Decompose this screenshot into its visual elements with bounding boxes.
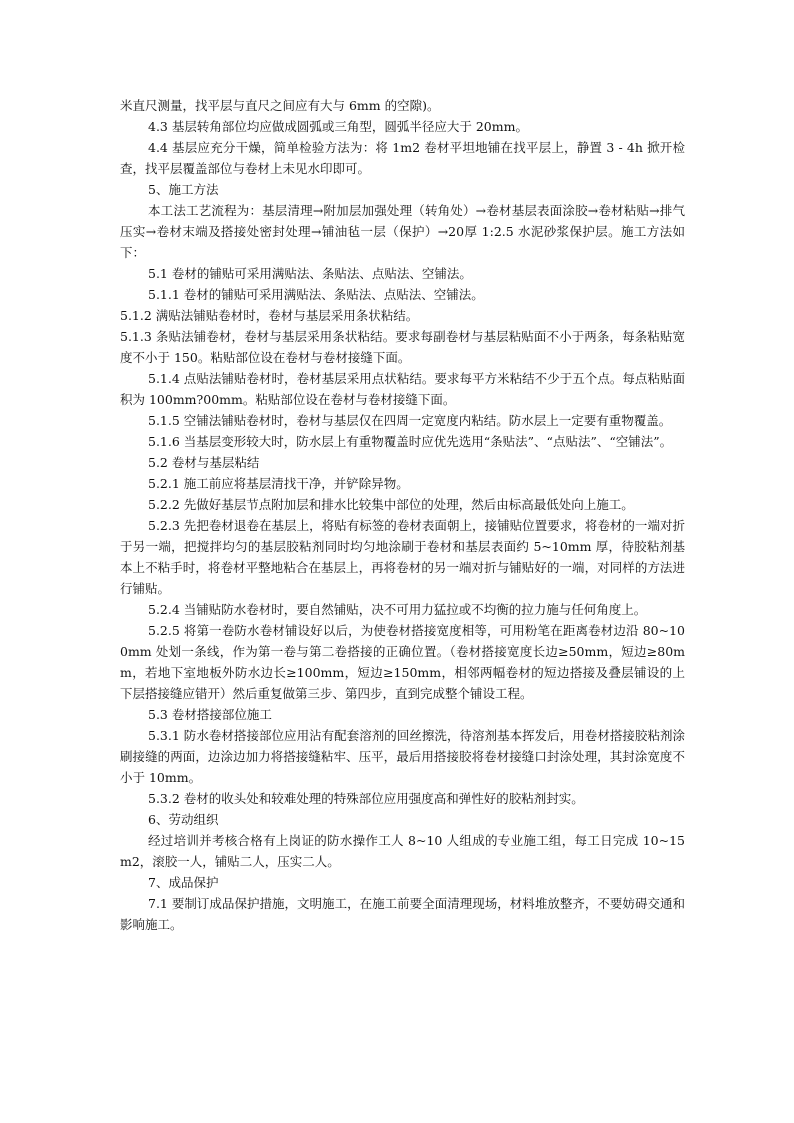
paragraph-2: 4.3 基层转角部位均应做成圆弧或三角型，圆弧半径应大于 20mm。 (148, 119, 528, 134)
paragraph-1: 米直尺测量，找平层与直尺之间应有大与 6mm 的空隙)。 (120, 98, 440, 113)
document-body (120, 95, 685, 935)
paragraph-process-flow: 本工法工艺流程为：基层清理→附加层加强处理（转角处）→卷材基层表面涂胶→卷材粘贴→排气压实→卷材末端及搭接处密封处理→铺油毡一层（保护）→20厚 1:2.5 水泥砂浆保护层。施工方法如下： (120, 203, 685, 260)
paragraph-5-1-5: 5.1.5 空铺法铺贴卷材时，卷材与基层仅在四周一定宽度内粘结。防水层上一定要有重物覆盖。 (148, 413, 672, 428)
paragraph-5-3-1: 5.3.1 防水卷材搭接部位应用沾有配套溶剂的回丝擦洗，待溶剂基本挥发后，用卷材搭接胶粘剂涂刷接缝的两面，边涂边加力将搭接缝粘牢、压平，最后用搭接胶将卷材接缝口封涂处理，其封涂宽度不小于 10mm。 (120, 728, 685, 785)
paragraph-5-1: 5.1 卷材的铺贴可采用满贴法、条贴法、点贴法、空铺法。 (148, 266, 472, 281)
paragraph-3: 4.4 基层应充分干燥，简单检验方法为：将 1m2 卷材平坦地铺在找平层上，静置 3 - 4h 掀开检查，找平层覆盖部位与卷材上未见水印即可。 (120, 140, 685, 176)
paragraph-5-1-2: 5.1.2 满贴法铺贴卷材时，卷材与基层采用条状粘结。 (120, 308, 419, 323)
paragraph-5-2-2: 5.2.2 先做好基层节点附加层和排水比较集中部位的处理，然后由标高最低处向上施工。 (148, 497, 634, 512)
paragraph-7-1: 7.1 要制订成品保护措施，文明施工，在施工前要全面清理现场，材料堆放整齐，不要妨碍交通和影响施工。 (120, 896, 685, 932)
section-heading-5: 5、施工方法 (148, 182, 219, 197)
section-heading-7: 7、成品保护 (148, 875, 219, 890)
paragraph-5-2-4: 5.2.4 当铺贴防水卷材时，要自然铺贴，决不可用力猛拉或不均衡的拉力施与任何角度上。 (148, 602, 647, 617)
paragraph-5-1-1: 5.1.1 卷材的铺贴可采用满贴法、条贴法、点贴法、空铺法。 (148, 287, 484, 302)
paragraph-5-2-5: 5.2.5 将第一卷防水卷材铺设好以后，为使卷材搭接宽度相等，可用粉笔在距离卷材边沿 80~100mm 处划一条线，作为第一卷与第二卷搭接的正确位置。（卷材搭接宽度长边≥50mm，短边≥80mm，若地下室地板外防水边长≥100mm，短边≥150mm，相邻两幅卷材的短边搭接及叠层铺设的上下层搭接缝应错开）然后重复做第三步、第四步，直到完成整个铺设工程。 (120, 623, 685, 701)
paragraph-5-2-3: 5.2.3 先把卷材退卷在基层上，将贴有标签的卷材表面朝上，接铺贴位置要求，将卷材的一端对折于另一端，把搅拌均匀的基层胶粘剂同时均匀地涂刷于卷材和基层表面约 5~10mm 厚，待胶粘剂基本上不粘手时，将卷材平整地粘合在基层上，再将卷材的另一端对折与铺贴好的一端，对同样的方法进行铺贴。 (120, 518, 685, 596)
paragraph-5-3: 5.3 卷材搭接部位施工 (148, 707, 272, 722)
paragraph-5-1-4: 5.1.4 点贴法铺贴卷材时，卷材基层采用点状粘结。要求每平方米粘结不少于五个点。每点粘贴面积为 100mm?00mm。粘贴部位设在卷材与卷材接缝下面。 (120, 371, 685, 407)
paragraph-5-1-3: 5.1.3 条贴法铺卷材，卷材与基层采用条状粘结。要求每副卷材与基层粘贴面不小于两条，每条粘贴宽度不小于 150。粘贴部位设在卷材与卷材接缝下面。 (120, 329, 685, 365)
paragraph-5-2: 5.2 卷材与基层粘结 (148, 455, 260, 470)
paragraph-labor: 经过培训并考核合格有上岗证的防水操作工人 8~10 人组成的专业施工组，每工日完成 10~15m2，滚胶一人，铺贴二人，压实二人。 (120, 833, 685, 869)
paragraph-5-2-1: 5.2.1 施工前应将基层清找干净，并铲除异物。 (148, 476, 409, 491)
paragraph-5-3-2: 5.3.2 卷材的收头处和较难处理的特殊部位应用强度高和弹性好的胶粘剂封实。 (148, 791, 584, 806)
section-heading-6: 6、劳动组织 (148, 812, 219, 827)
paragraph-5-1-6: 5.1.6 当基层变形较大时，防水层上有重物覆盖时应优先选用“条贴法”、“点贴法”、“空铺法”。 (148, 434, 673, 449)
